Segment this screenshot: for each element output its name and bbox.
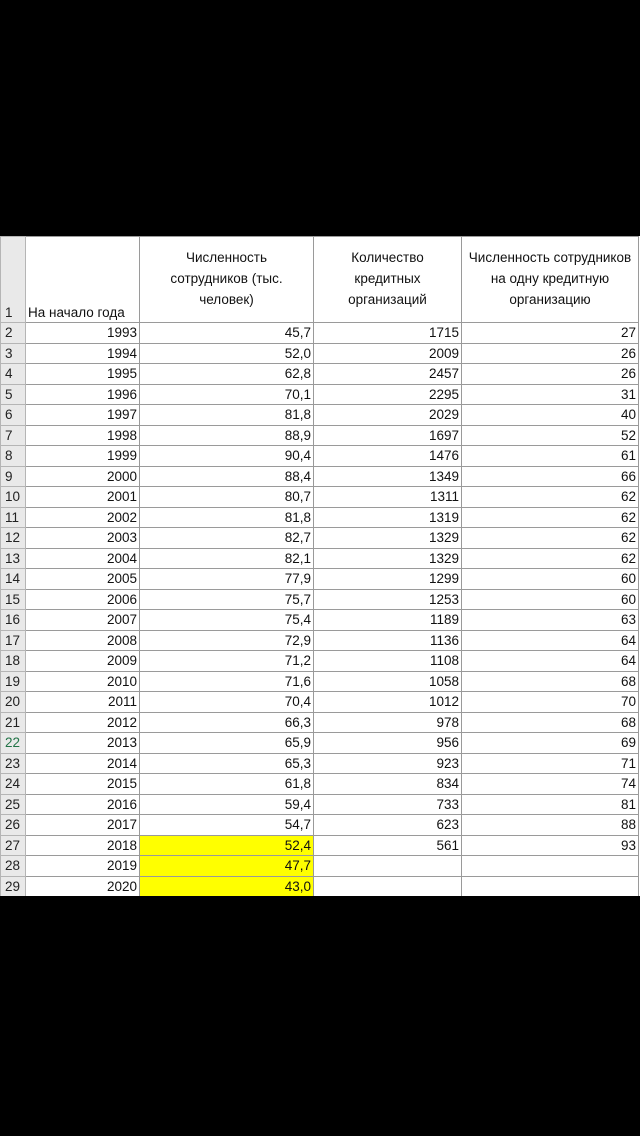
cell-year[interactable]: 2009 [26,651,140,672]
cell-year[interactable]: 2020 [26,876,140,896]
cell-staff[interactable]: 47,7 [140,856,314,877]
cell-year[interactable]: 2005 [26,569,140,590]
row-number[interactable]: 1 [1,237,26,323]
cell-staff[interactable]: 66,3 [140,712,314,733]
cell-orgs[interactable]: 2009 [314,343,462,364]
cell-year[interactable]: 1999 [26,446,140,467]
row-number[interactable]: 20 [1,692,26,713]
row-number[interactable]: 7 [1,425,26,446]
cell-year[interactable]: 2016 [26,794,140,815]
cell-per-org[interactable]: 27 [462,323,639,344]
header-line: организаций [348,292,427,307]
cell-orgs[interactable]: 733 [314,794,462,815]
cell-per-org[interactable]: 61 [462,446,639,467]
cell-staff[interactable]: 70,4 [140,692,314,713]
table-body [1,237,639,897]
cell-staff[interactable]: 90,4 [140,446,314,467]
cell-year[interactable]: 2019 [26,856,140,877]
cell-year[interactable]: 2003 [26,528,140,549]
row-number[interactable]: 13 [1,548,26,569]
cell-per-org[interactable]: 26 [462,343,639,364]
row-number[interactable]: 29 [1,876,26,896]
data-table [0,236,639,896]
cell-per-org[interactable]: 64 [462,630,639,651]
cell-year[interactable]: 2014 [26,753,140,774]
cell-year[interactable]: 1997 [26,405,140,426]
row-number[interactable]: 25 [1,794,26,815]
cell-year[interactable]: 2018 [26,835,140,856]
cell-orgs[interactable]: 834 [314,774,462,795]
cell-orgs[interactable]: 923 [314,753,462,774]
row-number[interactable]: 4 [1,364,26,385]
row-number[interactable]: 27 [1,835,26,856]
row-number[interactable]: 11 [1,507,26,528]
cell-orgs[interactable]: 1311 [314,487,462,508]
table-row [1,610,639,631]
header-line: человек) [199,292,254,307]
cell-staff[interactable]: 81,8 [140,507,314,528]
cell-orgs[interactable]: 561 [314,835,462,856]
header-line: Численность [185,250,268,265]
cell-year[interactable]: 1996 [26,384,140,405]
cell-per-org[interactable] [462,856,639,877]
header-line: на одну кредитную [490,271,610,286]
cell-orgs[interactable]: 623 [314,815,462,836]
cell-year[interactable]: 2012 [26,712,140,733]
cell-orgs[interactable]: 1299 [314,569,462,590]
cell-staff[interactable]: 88,4 [140,466,314,487]
cell-orgs[interactable]: 956 [314,733,462,754]
cell-orgs[interactable]: 1058 [314,671,462,692]
cell-per-org[interactable]: 31 [462,384,639,405]
row-number[interactable]: 19 [1,671,26,692]
cell-staff[interactable]: 62,8 [140,364,314,385]
row-number[interactable]: 17 [1,630,26,651]
cell-year[interactable]: 2010 [26,671,140,692]
cell-orgs[interactable] [314,876,462,896]
cell-year[interactable]: 2000 [26,466,140,487]
cell-year[interactable]: 2017 [26,815,140,836]
row-number[interactable]: 9 [1,466,26,487]
row-number[interactable]: 26 [1,815,26,836]
cell-per-org[interactable]: 62 [462,528,639,549]
row-number[interactable]: 5 [1,384,26,405]
table-row [1,794,639,815]
table-row [1,528,639,549]
table-row [1,364,639,385]
cell-staff[interactable]: 65,9 [140,733,314,754]
row-number[interactable]: 23 [1,753,26,774]
cell-per-org[interactable]: 52 [462,425,639,446]
cell-per-org[interactable]: 64 [462,651,639,672]
cell-orgs[interactable]: 2029 [314,405,462,426]
row-number[interactable]: 15 [1,589,26,610]
cell-orgs[interactable]: 1136 [314,630,462,651]
cell-orgs[interactable]: 2457 [314,364,462,385]
table-row [1,548,639,569]
cell-orgs[interactable]: 2295 [314,384,462,405]
cell-year[interactable]: 1993 [26,323,140,344]
spreadsheet [0,236,640,896]
cell-year[interactable]: 2013 [26,733,140,754]
header-row [1,237,639,323]
cell-per-org[interactable]: 68 [462,671,639,692]
cell-staff[interactable]: 45,7 [140,323,314,344]
cell-staff[interactable]: 77,9 [140,569,314,590]
row-number[interactable]: 12 [1,528,26,549]
cell-orgs[interactable]: 1715 [314,323,462,344]
cell-per-org[interactable]: 81 [462,794,639,815]
table-row [1,876,639,896]
table-row [1,405,639,426]
row-number[interactable]: 18 [1,651,26,672]
header-cell-orgs[interactable] [314,237,462,323]
cell-per-org[interactable]: 63 [462,610,639,631]
cell-year[interactable]: 2004 [26,548,140,569]
cell-per-org[interactable]: 62 [462,507,639,528]
cell-per-org[interactable]: 69 [462,733,639,754]
table-row [1,651,639,672]
table-row [1,466,639,487]
cell-staff[interactable]: 70,1 [140,384,314,405]
row-number[interactable]: 3 [1,343,26,364]
cell-staff[interactable]: 82,1 [140,548,314,569]
table-row [1,446,639,467]
table-row [1,507,639,528]
table-row [1,774,639,795]
table-row [1,712,639,733]
cell-per-org[interactable]: 93 [462,835,639,856]
cell-year[interactable]: 2008 [26,630,140,651]
row-number[interactable]: 2 [1,323,26,344]
cell-orgs[interactable]: 1319 [314,507,462,528]
cell-staff[interactable]: 71,2 [140,651,314,672]
header-cell-per-org[interactable] [462,237,639,323]
cell-year[interactable]: 2001 [26,487,140,508]
row-number[interactable]: 14 [1,569,26,590]
table-row [1,384,639,405]
cell-staff[interactable]: 72,9 [140,630,314,651]
row-number[interactable]: 22 [1,733,26,754]
row-number[interactable]: 16 [1,610,26,631]
table-row [1,569,639,590]
table-row [1,487,639,508]
cell-orgs[interactable]: 1189 [314,610,462,631]
table-row [1,733,639,754]
table-row [1,589,639,610]
cell-year[interactable]: 2007 [26,610,140,631]
cell-orgs[interactable]: 1108 [314,651,462,672]
cell-per-org[interactable]: 60 [462,569,639,590]
cell-staff[interactable]: 81,8 [140,405,314,426]
cell-staff[interactable]: 75,7 [140,589,314,610]
row-number[interactable]: 10 [1,487,26,508]
header-line: Количество [351,250,424,265]
cell-staff[interactable]: 59,4 [140,794,314,815]
row-number[interactable]: 24 [1,774,26,795]
table-row [1,630,639,651]
cell-staff[interactable]: 88,9 [140,425,314,446]
table-row [1,815,639,836]
header-line: Численность сотрудников [468,250,632,265]
cell-staff[interactable]: 65,3 [140,753,314,774]
cell-orgs[interactable] [314,856,462,877]
row-number[interactable]: 6 [1,405,26,426]
header-line: сотрудников (тыс. [170,271,283,286]
cell-per-org[interactable]: 88 [462,815,639,836]
row-number[interactable]: 21 [1,712,26,733]
cell-orgs[interactable]: 1329 [314,548,462,569]
table-row [1,323,639,344]
cell-orgs[interactable]: 1697 [314,425,462,446]
cell-orgs[interactable]: 978 [314,712,462,733]
cell-orgs[interactable]: 1349 [314,466,462,487]
cell-staff[interactable]: 52,4 [140,835,314,856]
cell-staff[interactable]: 80,7 [140,487,314,508]
cell-orgs[interactable]: 1329 [314,528,462,549]
table-row [1,753,639,774]
cell-per-org[interactable]: 40 [462,405,639,426]
cell-year[interactable]: 1995 [26,364,140,385]
cell-staff[interactable]: 75,4 [140,610,314,631]
cell-orgs[interactable]: 1012 [314,692,462,713]
cell-year[interactable]: 2002 [26,507,140,528]
header-line: организацию [509,292,591,307]
cell-per-org[interactable]: 62 [462,548,639,569]
cell-year[interactable]: 2015 [26,774,140,795]
cell-per-org[interactable] [462,876,639,896]
cell-orgs[interactable]: 1253 [314,589,462,610]
cell-per-org[interactable]: 70 [462,692,639,713]
table-row [1,425,639,446]
cell-per-org[interactable]: 68 [462,712,639,733]
cell-staff[interactable]: 52,0 [140,343,314,364]
cell-orgs[interactable]: 1476 [314,446,462,467]
cell-per-org[interactable]: 74 [462,774,639,795]
cell-year[interactable]: 1994 [26,343,140,364]
header-line: кредитных [354,271,421,286]
cell-year[interactable]: 2006 [26,589,140,610]
table-row [1,692,639,713]
row-number[interactable]: 8 [1,446,26,467]
cell-year[interactable]: 1998 [26,425,140,446]
table-row [1,671,639,692]
table-row [1,343,639,364]
cell-staff[interactable]: 54,7 [140,815,314,836]
table-row [1,835,639,856]
cell-staff[interactable]: 71,6 [140,671,314,692]
cell-year[interactable]: 2011 [26,692,140,713]
cell-per-org[interactable]: 60 [462,589,639,610]
header-cell-staff[interactable] [140,237,314,323]
cell-per-org[interactable]: 62 [462,487,639,508]
cell-per-org[interactable]: 66 [462,466,639,487]
header-cell-year[interactable]: На начало года [26,237,140,323]
cell-staff[interactable]: 43,0 [140,876,314,896]
cell-per-org[interactable]: 26 [462,364,639,385]
row-number[interactable]: 28 [1,856,26,877]
table-row [1,856,639,877]
cell-staff[interactable]: 82,7 [140,528,314,549]
cell-staff[interactable]: 61,8 [140,774,314,795]
cell-per-org[interactable]: 71 [462,753,639,774]
